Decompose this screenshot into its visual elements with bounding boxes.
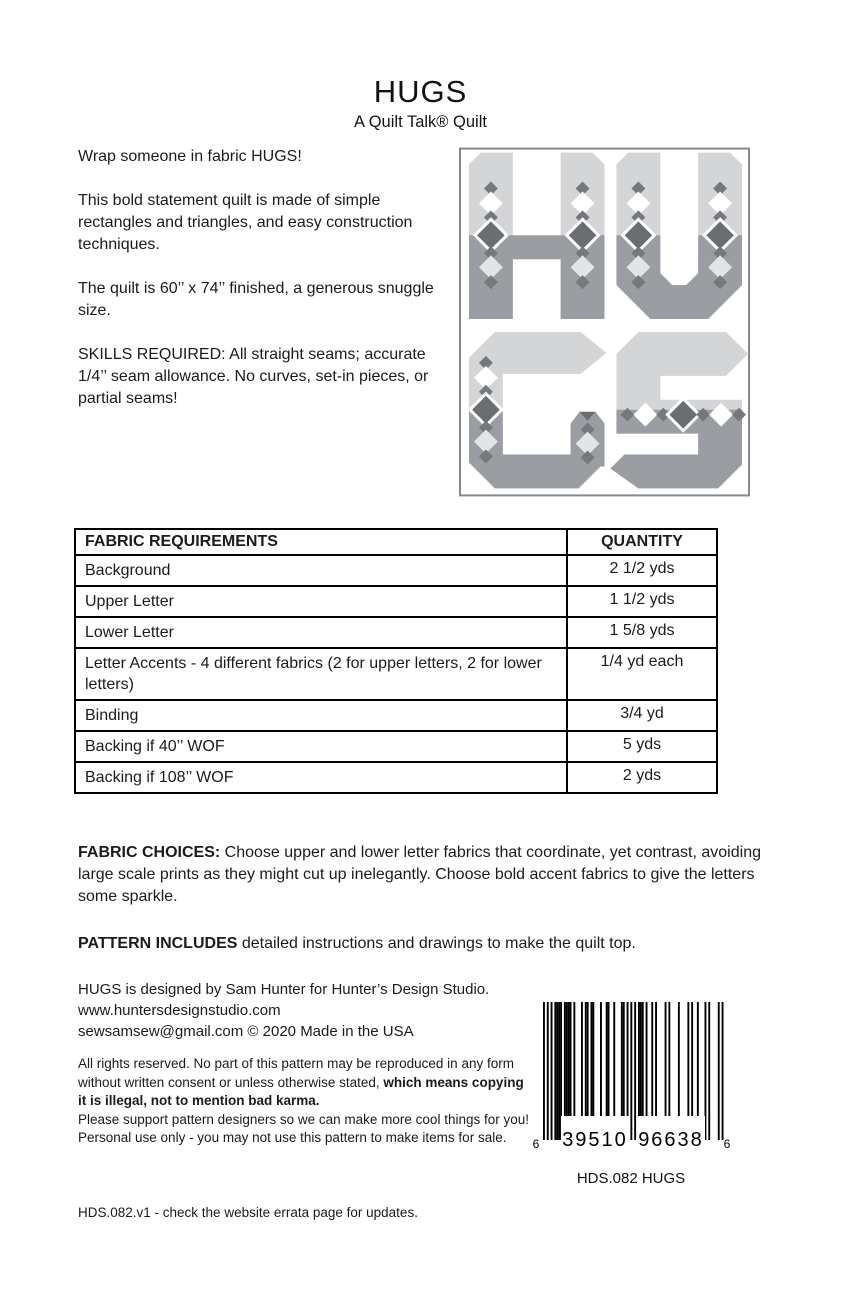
table-row (75, 555, 717, 586)
intro-paragraph: SKILLS REQUIRED: All straight seams; accurate 1/4’’ seam allowance. No curves, set-in pieces, or partial seams! (78, 346, 429, 407)
fabric-cell: Lower Letter (75, 617, 567, 648)
table-header-row (75, 529, 717, 555)
barcode-right-digit: 6 (723, 1137, 731, 1151)
fabric-cell: Binding (75, 700, 567, 731)
support-text: Please support pattern designers so we can make more cool things for you! (78, 1111, 529, 1127)
quantity-cell: 3/4 yd (567, 700, 717, 731)
legal-fine-print (78, 1055, 533, 1148)
table-row (75, 762, 717, 793)
intro-text (78, 146, 450, 432)
pattern-includes-text: detailed instructions and drawings to make the quilt top. (237, 935, 636, 952)
table-row (75, 617, 717, 648)
table-row (75, 648, 717, 700)
table-row (75, 731, 717, 762)
column-header-fabric: FABRIC REQUIREMENTS (75, 529, 567, 555)
fabric-cell: Background (75, 555, 567, 586)
quantity-cell: 2 yds (567, 762, 717, 793)
barcode (531, 1002, 731, 1187)
designer-credit: HUGS is designed by Sam Hunter for Hunter’s Design Studio. (78, 981, 490, 998)
quantity-cell: 1/4 yd each (567, 648, 717, 700)
quantity-cell: 2 1/2 yds (567, 555, 717, 586)
personal-use-text: Personal use only - you may not use this pattern to make items for sale. (78, 1130, 507, 1145)
rights-bold-text: which means copying it is illegal, not to mention bad karma. (78, 1074, 524, 1108)
credits-section (78, 979, 489, 1042)
page-title: HUGS (373, 74, 468, 109)
fabric-choices-text: Choose upper and lower letter fabrics that coordinate, yet contrast, avoiding large scale prints as they might cut up inelegantly. Choose bold accent fabrics to give the letters some sparkle. (78, 844, 761, 905)
quilt-preview-image (459, 147, 750, 497)
rights-text: All rights reserved. No part of this pattern may be reproduced in any form without written consent or unless otherwise stated, (78, 1056, 514, 1090)
intro-paragraph: This bold statement quilt is made of simple rectangles and triangles, and easy construction techniques. (78, 192, 413, 253)
version-note: HDS.082.v1 - check the website errata page for updates. (78, 1205, 418, 1220)
barcode-left-digit: 6 (532, 1137, 540, 1151)
barcode-digits-left-group: 39510 (562, 1129, 628, 1151)
website-url: www.huntersdesignstudio.com (78, 1002, 281, 1019)
pattern-includes-paragraph (78, 933, 778, 955)
fabric-cell: Letter Accents - 4 different fabrics (2 for upper letters, 2 for lower letters) (75, 648, 567, 700)
intro-paragraph: The quilt is 60’’ x 74’’ finished, a generous snuggle size. (78, 280, 434, 319)
pattern-includes-label: PATTERN INCLUDES (78, 935, 238, 952)
fabric-cell: Upper Letter (75, 586, 567, 617)
table-row (75, 700, 717, 731)
quantity-cell: 1 1/2 yds (567, 586, 717, 617)
page-subtitle: A Quilt Talk® Quilt (354, 113, 487, 131)
rights-paragraph (78, 1055, 533, 1111)
quantity-cell: 5 yds (567, 731, 717, 762)
barcode-image (531, 1002, 731, 1152)
notes-section (78, 842, 778, 955)
quantity-cell: 1 5/8 yds (567, 617, 717, 648)
fabric-choices-label: FABRIC CHOICES: (78, 844, 221, 861)
email-copyright-line: sewsamsew@gmail.com © 2020 Made in the USA (78, 1023, 414, 1040)
fabric-cell: Backing if 40’’ WOF (75, 731, 567, 762)
barcode-label: HDS.082 HUGS (576, 1170, 686, 1187)
fabric-requirements-table (74, 528, 718, 794)
column-header-quantity: QUANTITY (567, 529, 717, 555)
table-row (75, 586, 717, 617)
fabric-cell: Backing if 108’’ WOF (75, 762, 567, 793)
fabric-choices-paragraph (78, 842, 778, 908)
barcode-digits-right-group: 96638 (638, 1129, 704, 1151)
intro-paragraph: Wrap someone in fabric HUGS! (78, 148, 302, 165)
